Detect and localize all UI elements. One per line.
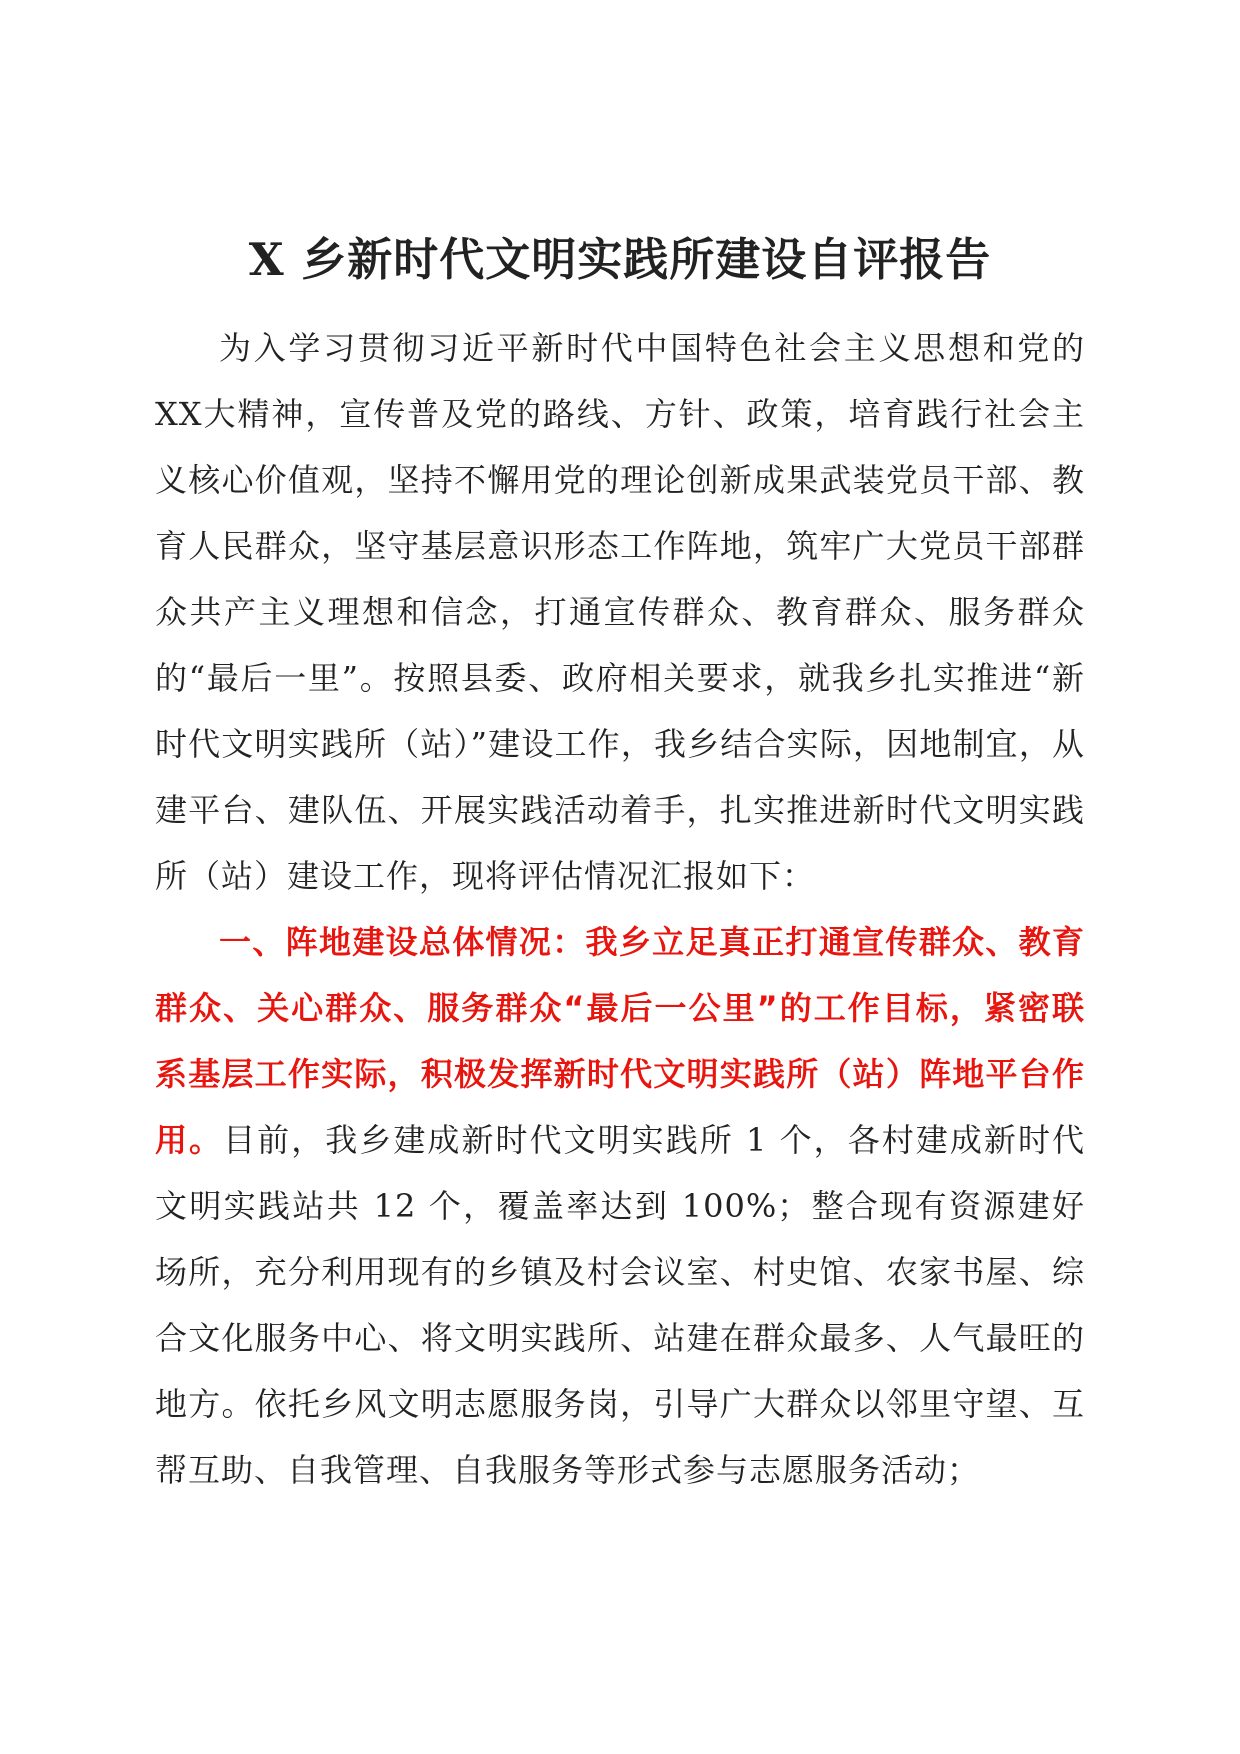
document-body <box>155 315 1085 1503</box>
section-1-heading: 一、阵地建设总体情况：我乡立足真正打通宣传群众、教育群众、关心群众、服务群众“最后一公里”的工作目标，紧密联系基层工作实际，积极发挥新时代文明实践所（站）阵地平台作用。 <box>155 923 1085 1159</box>
section-1-body: 目前，我乡建成新时代文明实践所 1 个，各村建成新时代文明实践站共 12 个，覆盖率达到 100%；整合现有资源建好场所，充分利用现有的乡镇及村会议室、村史馆、农家书屋、综合文化服务中心、将文明实践所、站建在群众最多、人气最旺的地方。依托乡风文明志愿服务岗，引导广大群众以邻里守望、互帮互助、自我管理、自我服务等形式参与志愿服务活动； <box>155 1121 1085 1489</box>
section-1-paragraph <box>155 909 1085 1503</box>
document-title: X 乡新时代文明实践所建设自评报告 <box>248 233 992 286</box>
intro-paragraph: 为入学习贯彻习近平新时代中国特色社会主义思想和党的XX大精神，宣传普及党的路线、方针、政策，培育践行社会主义核心价值观，坚持不懈用党的理论创新成果武装党员干部、教育人民群众，坚守基层意识形态工作阵地，筑牢广大党员干部群众共产主义理想和信念，打通宣传群众、教育群众、服务群众的“最后一里”。按照县委、政府相关要求，就我乡扎实推进“新时代文明实践所（站）”建设工作，我乡结合实际，因地制宜，从建平台、建队伍、开展实践活动着手，扎实推进新时代文明实践所（站）建设工作，现将评估情况汇报如下： <box>155 329 1085 895</box>
